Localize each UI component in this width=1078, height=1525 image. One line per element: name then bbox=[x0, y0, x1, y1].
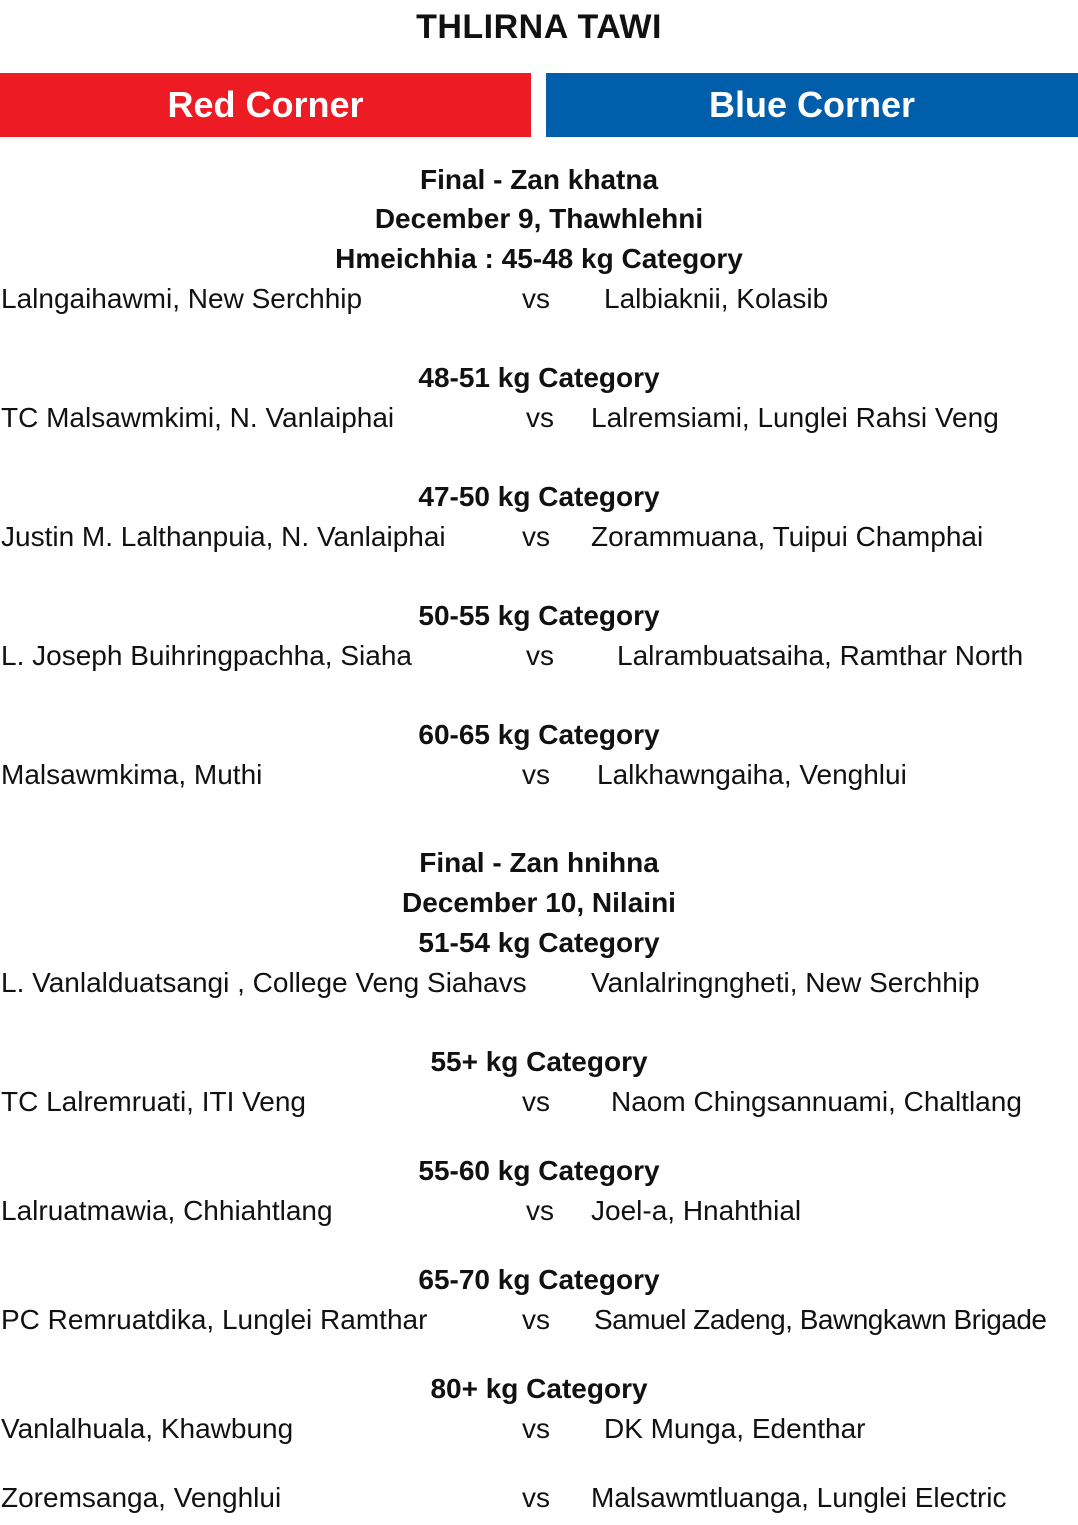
vs-label: vs bbox=[522, 283, 550, 314]
bout-row bbox=[0, 517, 1078, 557]
red-fighter: Lalruatmawia, Chhiahtlang bbox=[1, 1195, 333, 1226]
blue-fighter: Samuel Zadeng, Bawngkawn Brigade bbox=[594, 1304, 1047, 1335]
vs-label: vs bbox=[522, 759, 550, 790]
blue-corner-label: Blue Corner bbox=[708, 84, 916, 125]
vs-label: vs bbox=[526, 1195, 554, 1226]
day2-date-heading: December 10, Nilaini bbox=[402, 887, 676, 918]
blue-fighter: Lalremsiami, Lunglei Rahsi Veng bbox=[591, 402, 999, 433]
day1-date-heading: December 9, Thawhlehni bbox=[374, 203, 704, 234]
category-heading: Hmeichhia : 45-48 kg Category bbox=[335, 243, 743, 274]
vs-label: vs bbox=[526, 640, 554, 671]
red-fighter: Vanlalhuala, Khawbung bbox=[1, 1413, 294, 1444]
bout-row bbox=[0, 963, 1078, 1003]
bout-row bbox=[0, 1478, 1078, 1518]
red-fighter: TC Lalremruati, ITI Veng bbox=[1, 1086, 307, 1117]
red-fighter: TC Malsawmkimi, N. Vanlaiphai bbox=[1, 402, 395, 433]
bout-row bbox=[0, 279, 1078, 319]
day2-final-heading: Final - Zan hnihna bbox=[419, 847, 659, 878]
red-fighter: Malsawmkima, Muthi bbox=[1, 759, 263, 790]
bout-row bbox=[0, 636, 1078, 676]
bout-row bbox=[0, 755, 1078, 795]
red-fighter: PC Remruatdika, Lunglei Ramthar bbox=[1, 1304, 428, 1335]
vs-label: vs bbox=[522, 1304, 550, 1335]
vs-label: vs bbox=[522, 1086, 550, 1117]
blue-fighter: Naom Chingsannuami, Chaltlang bbox=[611, 1086, 1022, 1117]
bout-row bbox=[0, 398, 1078, 438]
blue-corner-banner bbox=[546, 73, 1078, 137]
bout-row bbox=[0, 1300, 1078, 1340]
red-fighter: L. Joseph Buihringpachha, Siaha bbox=[1, 640, 412, 671]
blue-fighter: DK Munga, Edenthar bbox=[604, 1413, 866, 1444]
red-fighter: Justin M. Lalthanpuia, N. Vanlaiphai bbox=[1, 521, 446, 552]
category-heading: 51-54 kg Category bbox=[418, 927, 660, 958]
blue-fighter: Joel-a, Hnahthial bbox=[591, 1195, 802, 1226]
vs-label: vs bbox=[526, 402, 554, 433]
vs-label: vs bbox=[522, 521, 550, 552]
category-heading: 47-50 kg Category bbox=[418, 481, 660, 512]
blue-fighter: Lalkhawngaiha, Venghlui bbox=[597, 759, 907, 790]
red-fighter: L. Vanlalduatsangi , College Veng Siahavs bbox=[1, 967, 527, 998]
page-title: THLIRNA TAWI bbox=[416, 8, 662, 46]
category-heading: 55-60 kg Category bbox=[418, 1155, 660, 1186]
red-fighter: Zoremsanga, Venghlui bbox=[1, 1482, 282, 1513]
category-heading: 65-70 kg Category bbox=[418, 1264, 660, 1295]
category-heading: 80+ kg Category bbox=[430, 1373, 648, 1404]
category-heading: 48-51 kg Category bbox=[418, 362, 660, 393]
blue-fighter: Lalbiaknii, Kolasib bbox=[604, 283, 829, 314]
category-heading: 50-55 kg Category bbox=[418, 600, 660, 631]
blue-fighter: Malsawmtluanga, Lunglei Electric bbox=[591, 1482, 1007, 1513]
bout-row bbox=[0, 1082, 1078, 1122]
bout-row bbox=[0, 1409, 1078, 1449]
blue-fighter: Vanlalringngheti, New Serchhip bbox=[591, 967, 980, 998]
vs-label: vs bbox=[522, 1482, 550, 1513]
red-corner-banner bbox=[0, 73, 531, 137]
category-heading: 55+ kg Category bbox=[430, 1046, 648, 1077]
day1-final-heading: Final - Zan khatna bbox=[419, 164, 659, 195]
blue-fighter: Lalrambuatsaiha, Ramthar North bbox=[617, 640, 1024, 671]
blue-fighter: Zorammuana, Tuipui Champhai bbox=[591, 521, 984, 552]
vs-label: vs bbox=[522, 1413, 550, 1444]
red-fighter: Lalngaihawmi, New Serchhip bbox=[1, 283, 363, 314]
category-heading: 60-65 kg Category bbox=[418, 719, 660, 750]
bout-row bbox=[0, 1191, 1078, 1231]
red-corner-label: Red Corner bbox=[167, 84, 364, 125]
